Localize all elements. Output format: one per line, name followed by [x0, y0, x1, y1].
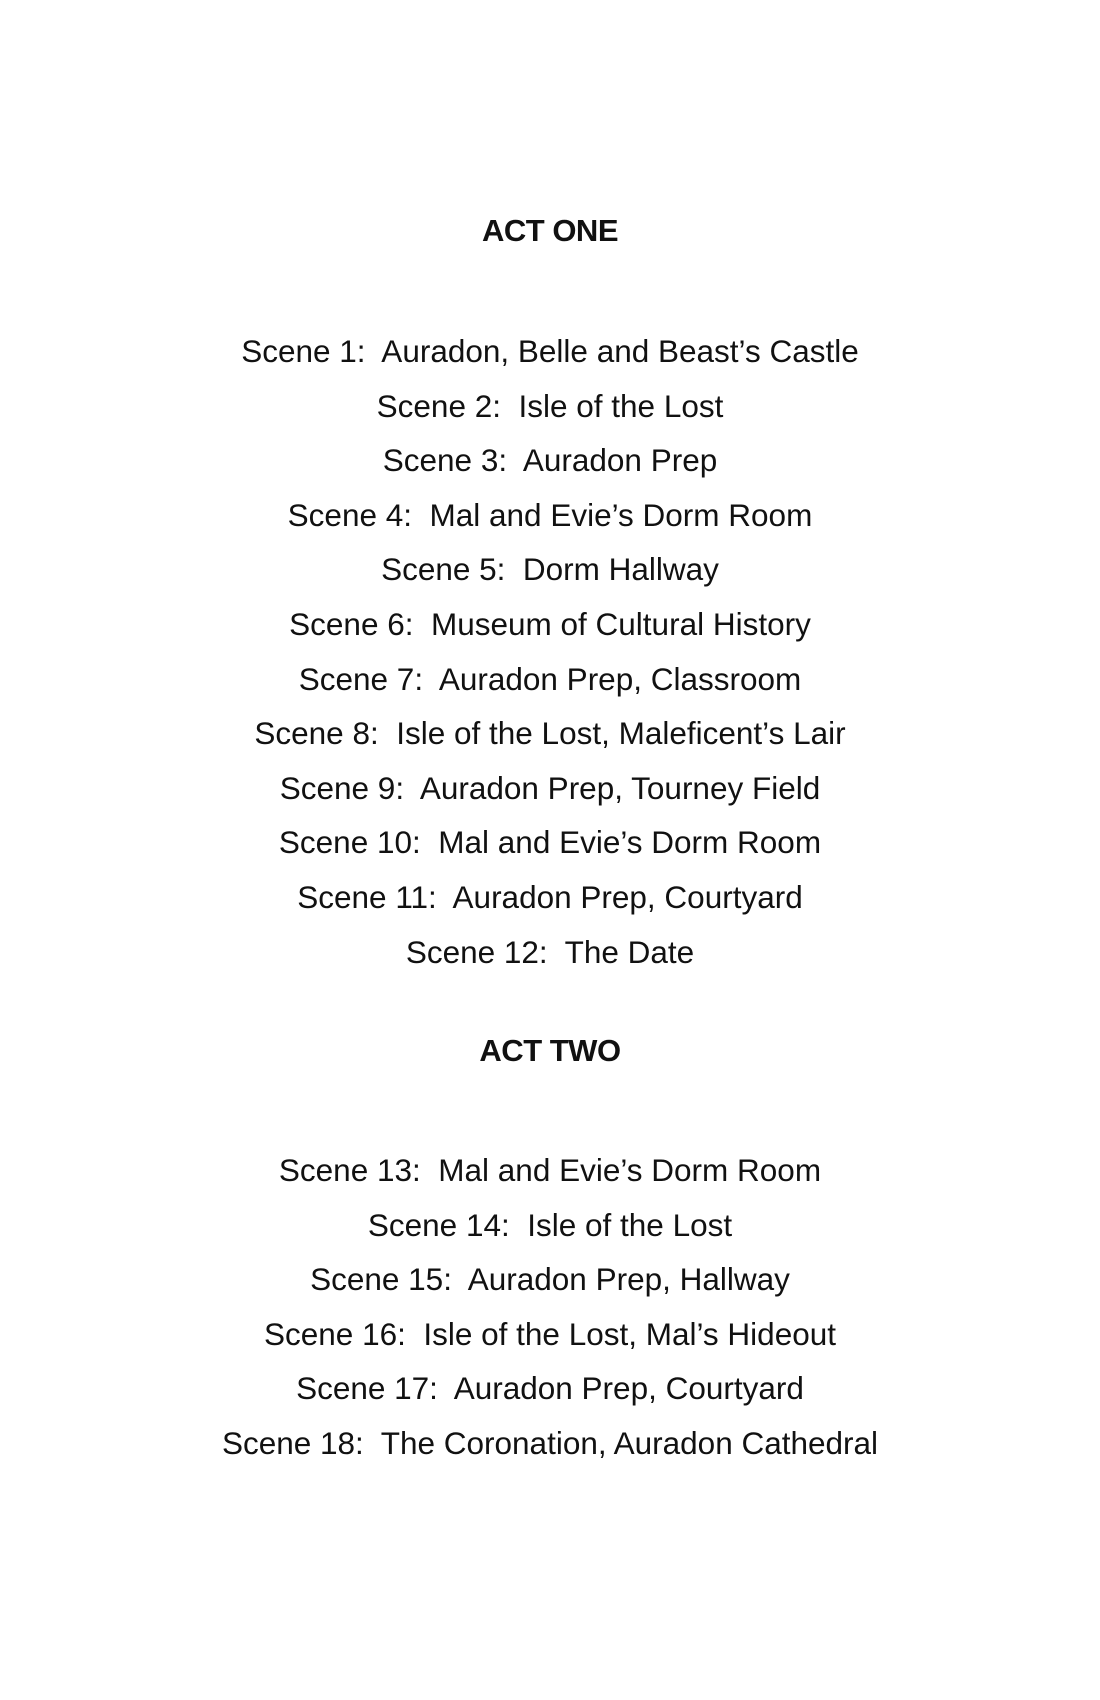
act-two-heading: ACT TWO [479, 1033, 621, 1068]
scene-item: Scene 10: Mal and Evie’s Dorm Room [278, 824, 822, 861]
act-one-scene-list [0, 324, 1100, 979]
scene-item: Scene 6: Museum of Cultural History [289, 605, 811, 642]
scene-item: Scene 9: Auradon Prep, Tourney Field [279, 769, 821, 806]
scene-item: Scene 15: Auradon Prep, Hallway [310, 1261, 790, 1298]
scene-item: Scene 17: Auradon Prep, Courtyard [296, 1370, 804, 1407]
scene-item: Scene 7: Auradon Prep, Classroom [298, 660, 802, 697]
act-one-heading: ACT ONE [482, 213, 618, 248]
act-two-scene-list [0, 1143, 1100, 1471]
scene-item: Scene 12: The Date [405, 933, 695, 970]
scene-item: Scene 4: Mal and Evie’s Dorm Room [287, 496, 813, 533]
scene-item: Scene 14: Isle of the Lost [367, 1206, 733, 1243]
scene-item: Scene 8: Isle of the Lost, Maleficent’s Lair [254, 715, 846, 752]
scene-item: Scene 5: Dorm Hallway [381, 551, 719, 588]
scene-item: Scene 2: Isle of the Lost [376, 387, 724, 424]
scene-item: Scene 3: Auradon Prep [382, 442, 718, 479]
scene-item: Scene 13: Mal and Evie’s Dorm Room [278, 1152, 822, 1188]
scene-item: Scene 1: Auradon, Belle and Beast’s Castle [241, 333, 859, 369]
scene-item: Scene 18: The Coronation, Auradon Cathedral [221, 1424, 879, 1461]
scene-item: Scene 16: Isle of the Lost, Mal’s Hideout [264, 1315, 836, 1352]
scene-item: Scene 11: Auradon Prep, Courtyard [297, 878, 803, 915]
